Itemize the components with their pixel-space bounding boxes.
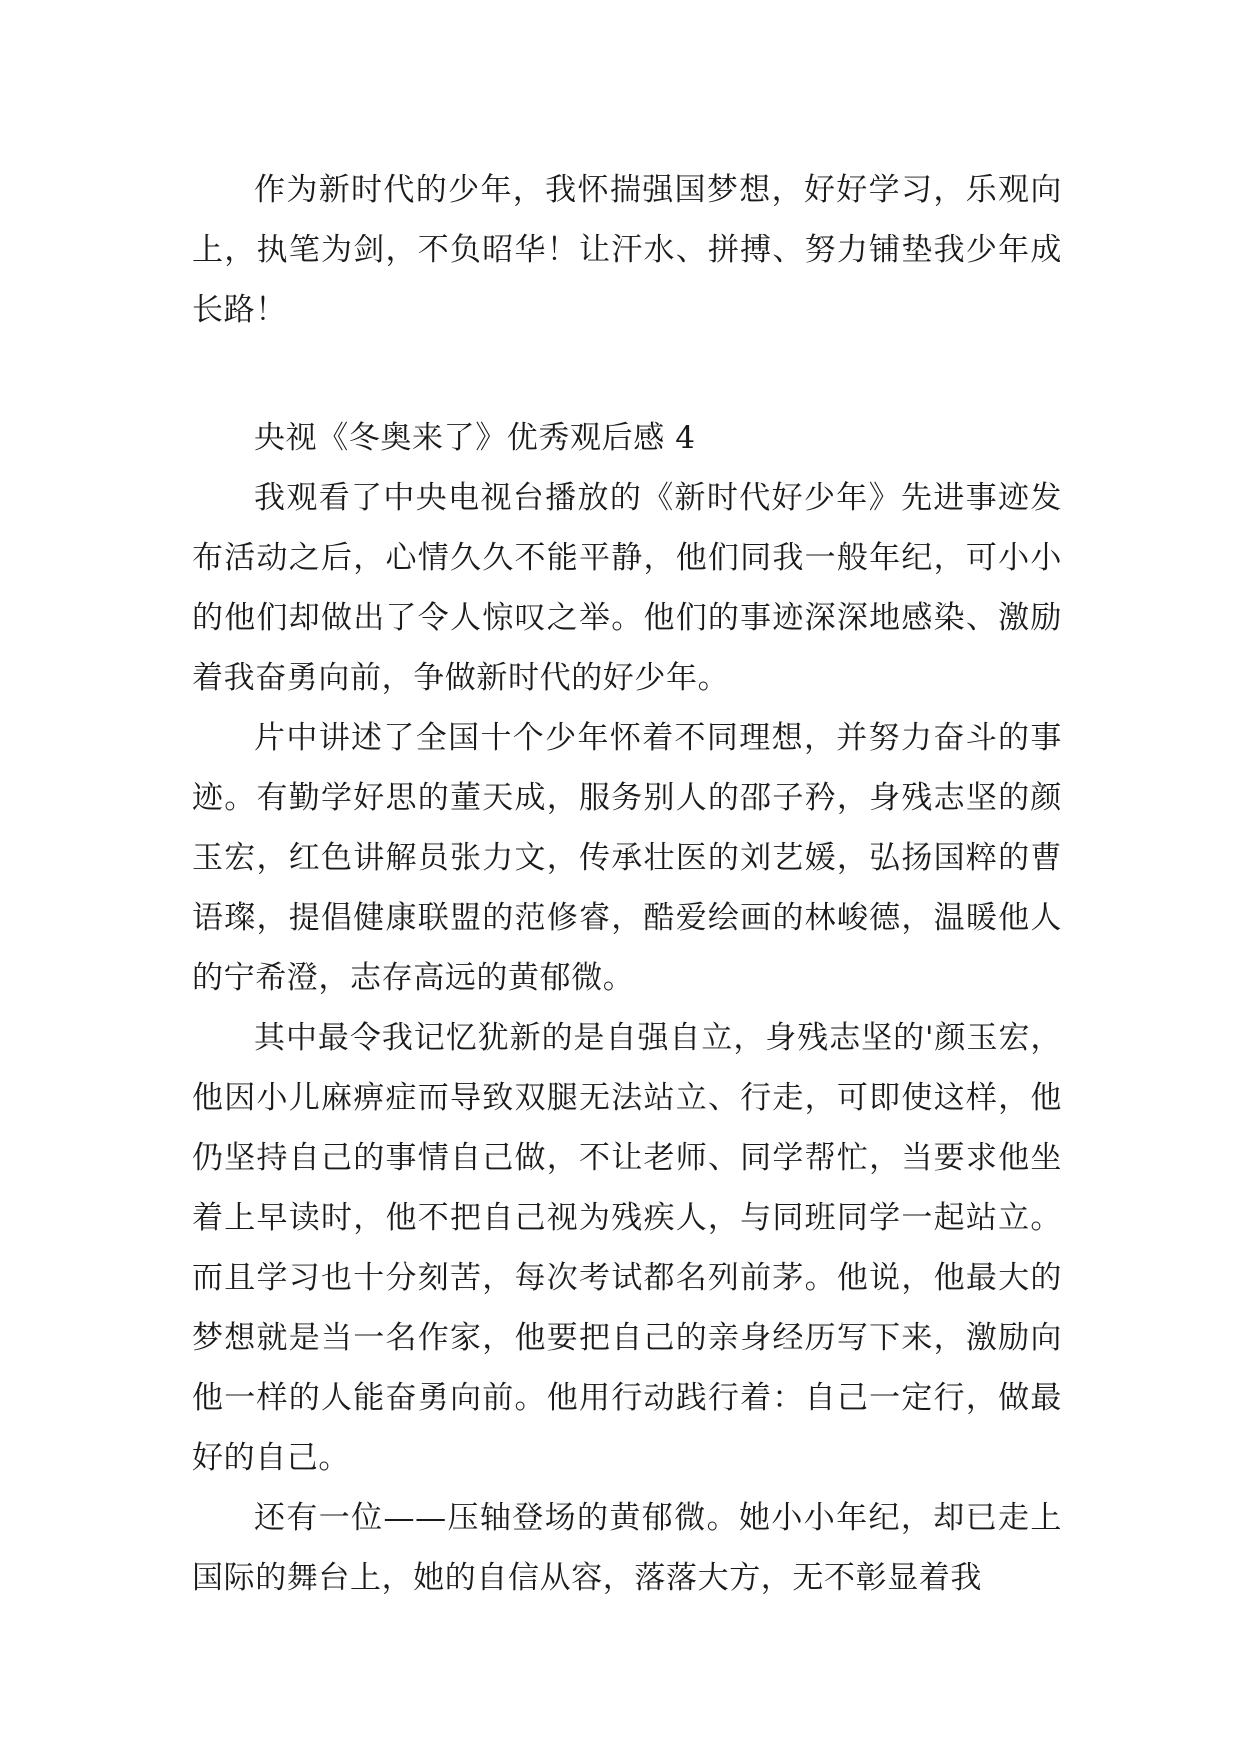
section-spacer (192, 340, 1062, 408)
body-paragraph-1: 我观看了中央电视台播放的《新时代好少年》先进事迹发布活动之后，心情久久不能平静，他们同我一般年纪，可小小的他们却做出了令人惊叹之举。他们的事迹深深地感染、激励着我奋勇向前，争做新时代的好少年。 (192, 480, 1062, 696)
section-title: 央视《冬奥来了》优秀观后感 4 (254, 420, 696, 456)
body-paragraph-2: 片中讲述了全国十个少年怀着不同理想，并努力奋斗的事迹。有勤学好思的董天成，服务别人的邵子矜，身残志坚的颜玉宏，红色讲解员张力文，传承壮医的刘艺媛，弘扬国粹的曹语璨，提倡健康联盟的范修睿，酷爱绘画的林峻德，温暖他人的宁希澄，志存高远的黄郁微。 (192, 720, 1062, 996)
body-paragraph-3: 其中最令我记忆犹新的是自强自立，身残志坚的'颜玉宏，他因小儿麻痹症而导致双腿无法站立、行走，可即使这样，他仍坚持自己的事情自己做，不让老师、同学帮忙，当要求他坐着上早读时，他不把自己视为残疾人，与同班同学一起站立。而且学习也十分刻苦，每次考试都名列前茅。他说，他最大的梦想就是当一名作家，他要把自己的亲身经历写下来，激励向他一样的人能奋勇向前。他用行动践行着：自己一定行，做最好的自己。 (192, 1020, 1062, 1476)
body-paragraph-4: 还有一位——压轴登场的黄郁微。她小小年纪，却已走上国际的舞台上，她的自信从容，落落大方，无不彰显着我 (192, 1500, 1062, 1596)
intro-paragraph: 作为新时代的少年，我怀揣强国梦想，好好学习，乐观向上，执笔为剑，不负昭华！让汗水、拼搏、努力铺垫我少年成长路！ (192, 172, 1062, 328)
document-body (192, 160, 1062, 1608)
